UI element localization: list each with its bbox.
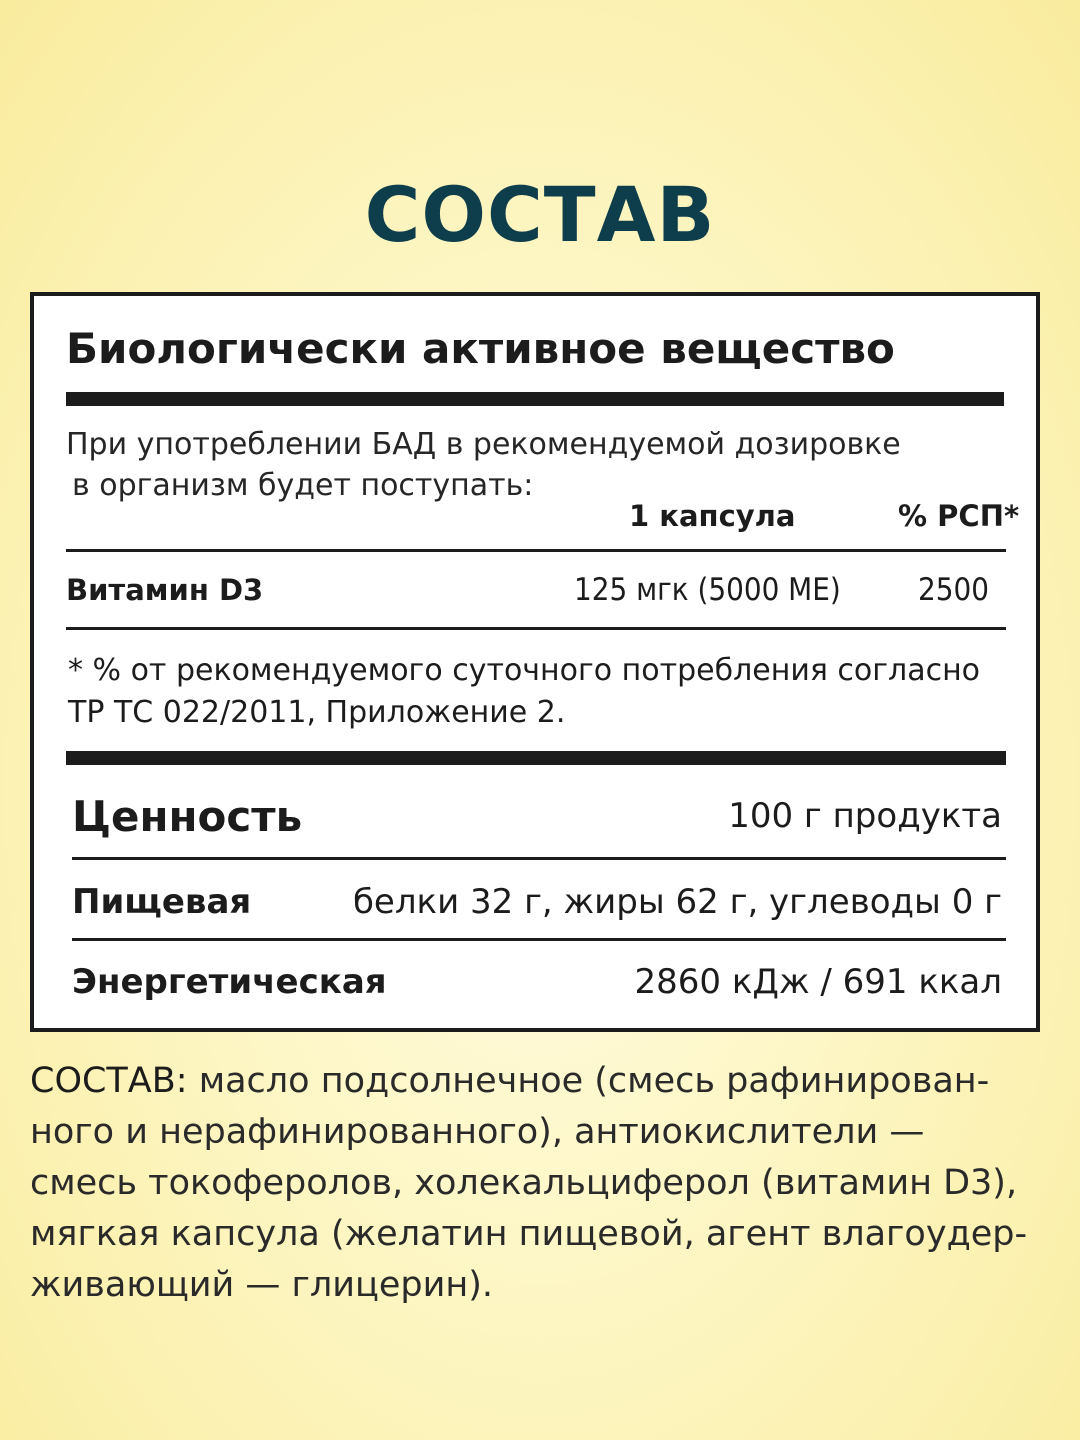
vitamin-rsp: 2500 (918, 572, 989, 608)
table-divider-2 (66, 627, 1006, 630)
composition-line-1-text: масло подсолнечное (смесь рафинирован- (198, 1061, 990, 1101)
panel-heading: Биологически активное вещество (66, 324, 895, 373)
footnote-line-1: * % от рекомендуемого суточного потребления согласно (68, 653, 981, 688)
composition-line-5: живающий — глицерин). (30, 1265, 494, 1305)
nutrition-label: Пищевая (72, 882, 252, 922)
composition-line-2: ного и нерафинированного), антиокислители — (30, 1112, 925, 1152)
column-header-capsule: 1 капсула (629, 499, 796, 533)
vitamin-name: Витамин D3 (66, 573, 264, 607)
composition-text (30, 1056, 1060, 1311)
nutrition-value: белки 32 г, жиры 62 г, углеводы 0 г (352, 882, 1002, 922)
energy-value: 2860 кДж / 691 ккал (634, 962, 1002, 1002)
composition-label: СОСТАВ: (30, 1061, 188, 1101)
value-divider-1 (72, 857, 1006, 860)
value-heading: Ценность (72, 792, 303, 841)
table-divider-1 (66, 549, 1006, 552)
vitamin-amount: 125 мгк (5000 МЕ) (574, 572, 841, 608)
footnote-line-2: ТР ТС 022/2011, Приложение 2. (68, 695, 566, 730)
intro-text (66, 424, 901, 506)
page-title: СОСТАВ (364, 170, 716, 259)
energy-label: Энергетическая (72, 962, 387, 1002)
intro-line-2: в организм будет поступать: (72, 468, 534, 503)
thick-divider-top (66, 392, 1004, 406)
supplement-facts-panel (30, 292, 1040, 1032)
intro-line-1: При употреблении БАД в рекомендуемой дозировке (66, 427, 901, 462)
composition-line-1 (30, 1056, 1060, 1107)
value-divider-2 (72, 938, 1006, 941)
value-per: 100 г продукта (728, 796, 1002, 836)
thick-divider-middle (66, 751, 1006, 765)
column-header-rsp: % РСП* (898, 499, 1020, 533)
composition-line-3: смесь токоферолов, холекальциферол (витамин D3), (30, 1163, 1018, 1203)
composition-line-4: мягкая капсула (желатин пищевой, агент влагоудер- (30, 1214, 1028, 1254)
footnote (68, 650, 980, 734)
